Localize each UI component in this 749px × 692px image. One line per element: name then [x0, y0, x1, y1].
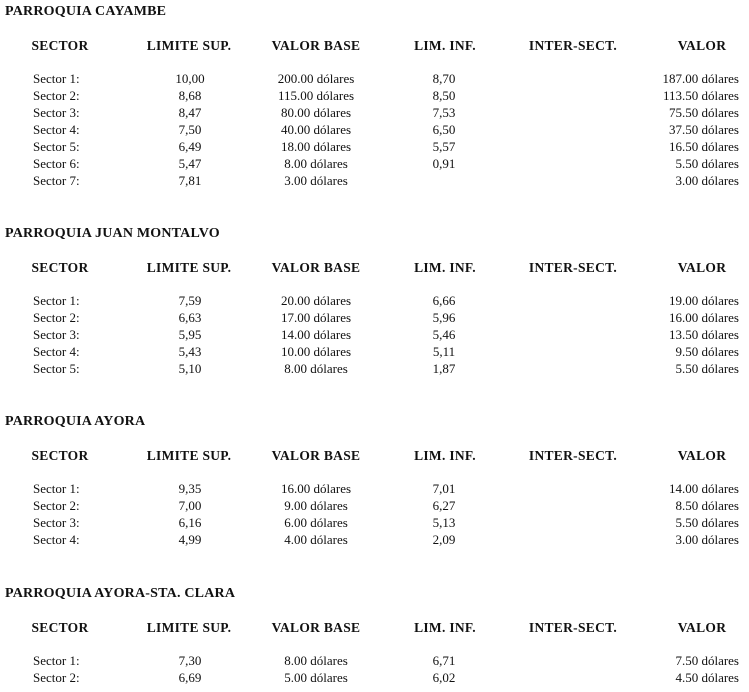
cell-valor-base: 40.00 dólares [280, 122, 352, 137]
cell-lim-inf: 5,96 [432, 310, 456, 325]
column-header-valor-base: VALOR BASE [271, 38, 361, 53]
cell-lim-inf: 6,02 [432, 670, 456, 685]
cell-limite-sup: 5,47 [178, 156, 202, 171]
cell-lim-inf: 7,01 [432, 481, 456, 496]
cell-lim-inf: 0,91 [432, 156, 456, 171]
cell-valor-base: 6.00 dólares [284, 515, 348, 530]
cell-valor: 5.50 dólares [675, 361, 739, 376]
cell-lim-inf: 6,66 [432, 293, 456, 308]
cell-lim-inf: 2,09 [432, 532, 456, 547]
cell-sector: Sector 2: [33, 310, 80, 325]
cell-sector: Sector 2: [33, 498, 80, 513]
column-header-sector: SECTOR [31, 448, 89, 463]
cell-valor-base: 5.00 dólares [284, 670, 348, 685]
cell-valor-base: 80.00 dólares [280, 105, 352, 120]
cell-limite-sup: 5,10 [178, 361, 202, 376]
cell-valor: 7.50 dólares [675, 653, 739, 668]
cell-valor-base: 17.00 dólares [280, 310, 352, 325]
cell-valor: 113.50 dólares [662, 88, 739, 103]
column-header-inter-sect: INTER-SECT. [528, 448, 618, 463]
column-header-lim-inf: LIM. INF. [414, 260, 476, 275]
cell-limite-sup: 6,49 [178, 139, 202, 154]
cell-limite-sup: 6,63 [178, 310, 202, 325]
column-header-valor-base: VALOR BASE [271, 448, 361, 463]
column-header-valor: VALOR [677, 448, 727, 463]
cell-lim-inf: 1,87 [432, 361, 456, 376]
cell-valor: 5.50 dólares [675, 156, 739, 171]
column-header-valor: VALOR [677, 620, 727, 635]
cell-lim-inf: 5,57 [432, 139, 456, 154]
cell-valor: 9.50 dólares [675, 344, 739, 359]
cell-valor-base: 8.00 dólares [284, 156, 348, 171]
cell-sector: Sector 4: [33, 344, 80, 359]
column-header-lim-inf: LIM. INF. [414, 38, 476, 53]
cell-sector: Sector 5: [33, 361, 80, 376]
cell-valor-base: 18.00 dólares [280, 139, 352, 154]
column-header-valor: VALOR [677, 38, 727, 53]
cell-valor-base: 8.00 dólares [284, 653, 348, 668]
cell-limite-sup: 6,69 [178, 670, 202, 685]
column-header-valor-base: VALOR BASE [271, 260, 361, 275]
cell-lim-inf: 8,70 [432, 71, 456, 86]
cell-lim-inf: 6,27 [432, 498, 456, 513]
cell-sector: Sector 3: [33, 105, 80, 120]
column-header-sector: SECTOR [31, 620, 89, 635]
column-header-lim-inf: LIM. INF. [414, 620, 476, 635]
cell-limite-sup: 10,00 [175, 71, 205, 86]
cell-valor: 3.00 dólares [675, 532, 739, 547]
cell-limite-sup: 5,43 [178, 344, 202, 359]
column-header-limite-sup: LIMITE SUP. [146, 620, 232, 635]
cell-sector: Sector 1: [33, 481, 80, 496]
cell-valor: 75.50 dólares [668, 105, 739, 120]
cell-valor-base: 10.00 dólares [280, 344, 352, 359]
cell-valor-base: 115.00 dólares [277, 88, 355, 103]
cell-valor: 187.00 dólares [662, 71, 739, 86]
cell-sector: Sector 2: [33, 670, 80, 685]
column-header-valor: VALOR [677, 260, 727, 275]
cell-limite-sup: 7,59 [178, 293, 202, 308]
cell-valor: 37.50 dólares [668, 122, 739, 137]
cell-valor: 16.00 dólares [668, 310, 739, 325]
cell-limite-sup: 9,35 [178, 481, 202, 496]
cell-valor: 8.50 dólares [675, 498, 739, 513]
cell-limite-sup: 6,16 [178, 515, 202, 530]
parroquia-title: PARROQUIA CAYAMBE [5, 4, 167, 19]
column-header-limite-sup: LIMITE SUP. [146, 38, 232, 53]
cell-lim-inf: 8,50 [432, 88, 456, 103]
cell-valor-base: 8.00 dólares [284, 361, 348, 376]
cell-limite-sup: 7,00 [178, 498, 202, 513]
column-header-sector: SECTOR [31, 260, 89, 275]
cell-limite-sup: 8,47 [178, 105, 202, 120]
cell-valor-base: 9.00 dólares [284, 498, 348, 513]
column-header-inter-sect: INTER-SECT. [528, 620, 618, 635]
cell-valor-base: 3.00 dólares [284, 173, 348, 188]
cell-sector: Sector 4: [33, 122, 80, 137]
cell-sector: Sector 3: [33, 515, 80, 530]
cell-valor-base: 16.00 dólares [280, 481, 352, 496]
column-header-limite-sup: LIMITE SUP. [146, 448, 232, 463]
cell-valor: 5.50 dólares [675, 515, 739, 530]
cell-limite-sup: 7,30 [178, 653, 202, 668]
parroquia-title: PARROQUIA AYORA-STA. CLARA [5, 586, 236, 601]
cell-sector: Sector 4: [33, 532, 80, 547]
cell-valor-base: 20.00 dólares [280, 293, 352, 308]
cell-valor: 13.50 dólares [668, 327, 739, 342]
cell-lim-inf: 6,50 [432, 122, 456, 137]
cell-sector: Sector 1: [33, 653, 80, 668]
cell-valor: 14.00 dólares [668, 481, 739, 496]
parroquia-title: PARROQUIA JUAN MONTALVO [5, 226, 220, 241]
cell-sector: Sector 1: [33, 293, 80, 308]
cell-sector: Sector 5: [33, 139, 80, 154]
column-header-valor-base: VALOR BASE [271, 620, 361, 635]
cell-sector: Sector 1: [33, 71, 80, 86]
cell-lim-inf: 5,11 [432, 344, 456, 359]
cell-lim-inf: 5,46 [432, 327, 456, 342]
cell-lim-inf: 7,53 [432, 105, 456, 120]
cell-limite-sup: 5,95 [178, 327, 202, 342]
cell-limite-sup: 4,99 [178, 532, 202, 547]
parroquia-title: PARROQUIA AYORA [5, 414, 146, 429]
cell-valor: 16.50 dólares [668, 139, 739, 154]
cell-valor: 4.50 dólares [675, 670, 739, 685]
cell-sector: Sector 2: [33, 88, 80, 103]
cell-valor: 3.00 dólares [675, 173, 739, 188]
cell-lim-inf: 5,13 [432, 515, 456, 530]
column-header-sector: SECTOR [31, 38, 89, 53]
cell-valor-base: 200.00 dólares [277, 71, 355, 86]
column-header-inter-sect: INTER-SECT. [528, 260, 618, 275]
cell-limite-sup: 8,68 [178, 88, 202, 103]
column-header-inter-sect: INTER-SECT. [528, 38, 618, 53]
cell-sector: Sector 3: [33, 327, 80, 342]
cell-sector: Sector 7: [33, 173, 80, 188]
cell-lim-inf: 6,71 [432, 653, 456, 668]
column-header-limite-sup: LIMITE SUP. [146, 260, 232, 275]
cell-sector: Sector 6: [33, 156, 80, 171]
cell-valor-base: 14.00 dólares [280, 327, 352, 342]
cell-limite-sup: 7,50 [178, 122, 202, 137]
column-header-lim-inf: LIM. INF. [414, 448, 476, 463]
cell-valor: 19.00 dólares [668, 293, 739, 308]
cell-valor-base: 4.00 dólares [284, 532, 348, 547]
cell-limite-sup: 7,81 [178, 173, 202, 188]
